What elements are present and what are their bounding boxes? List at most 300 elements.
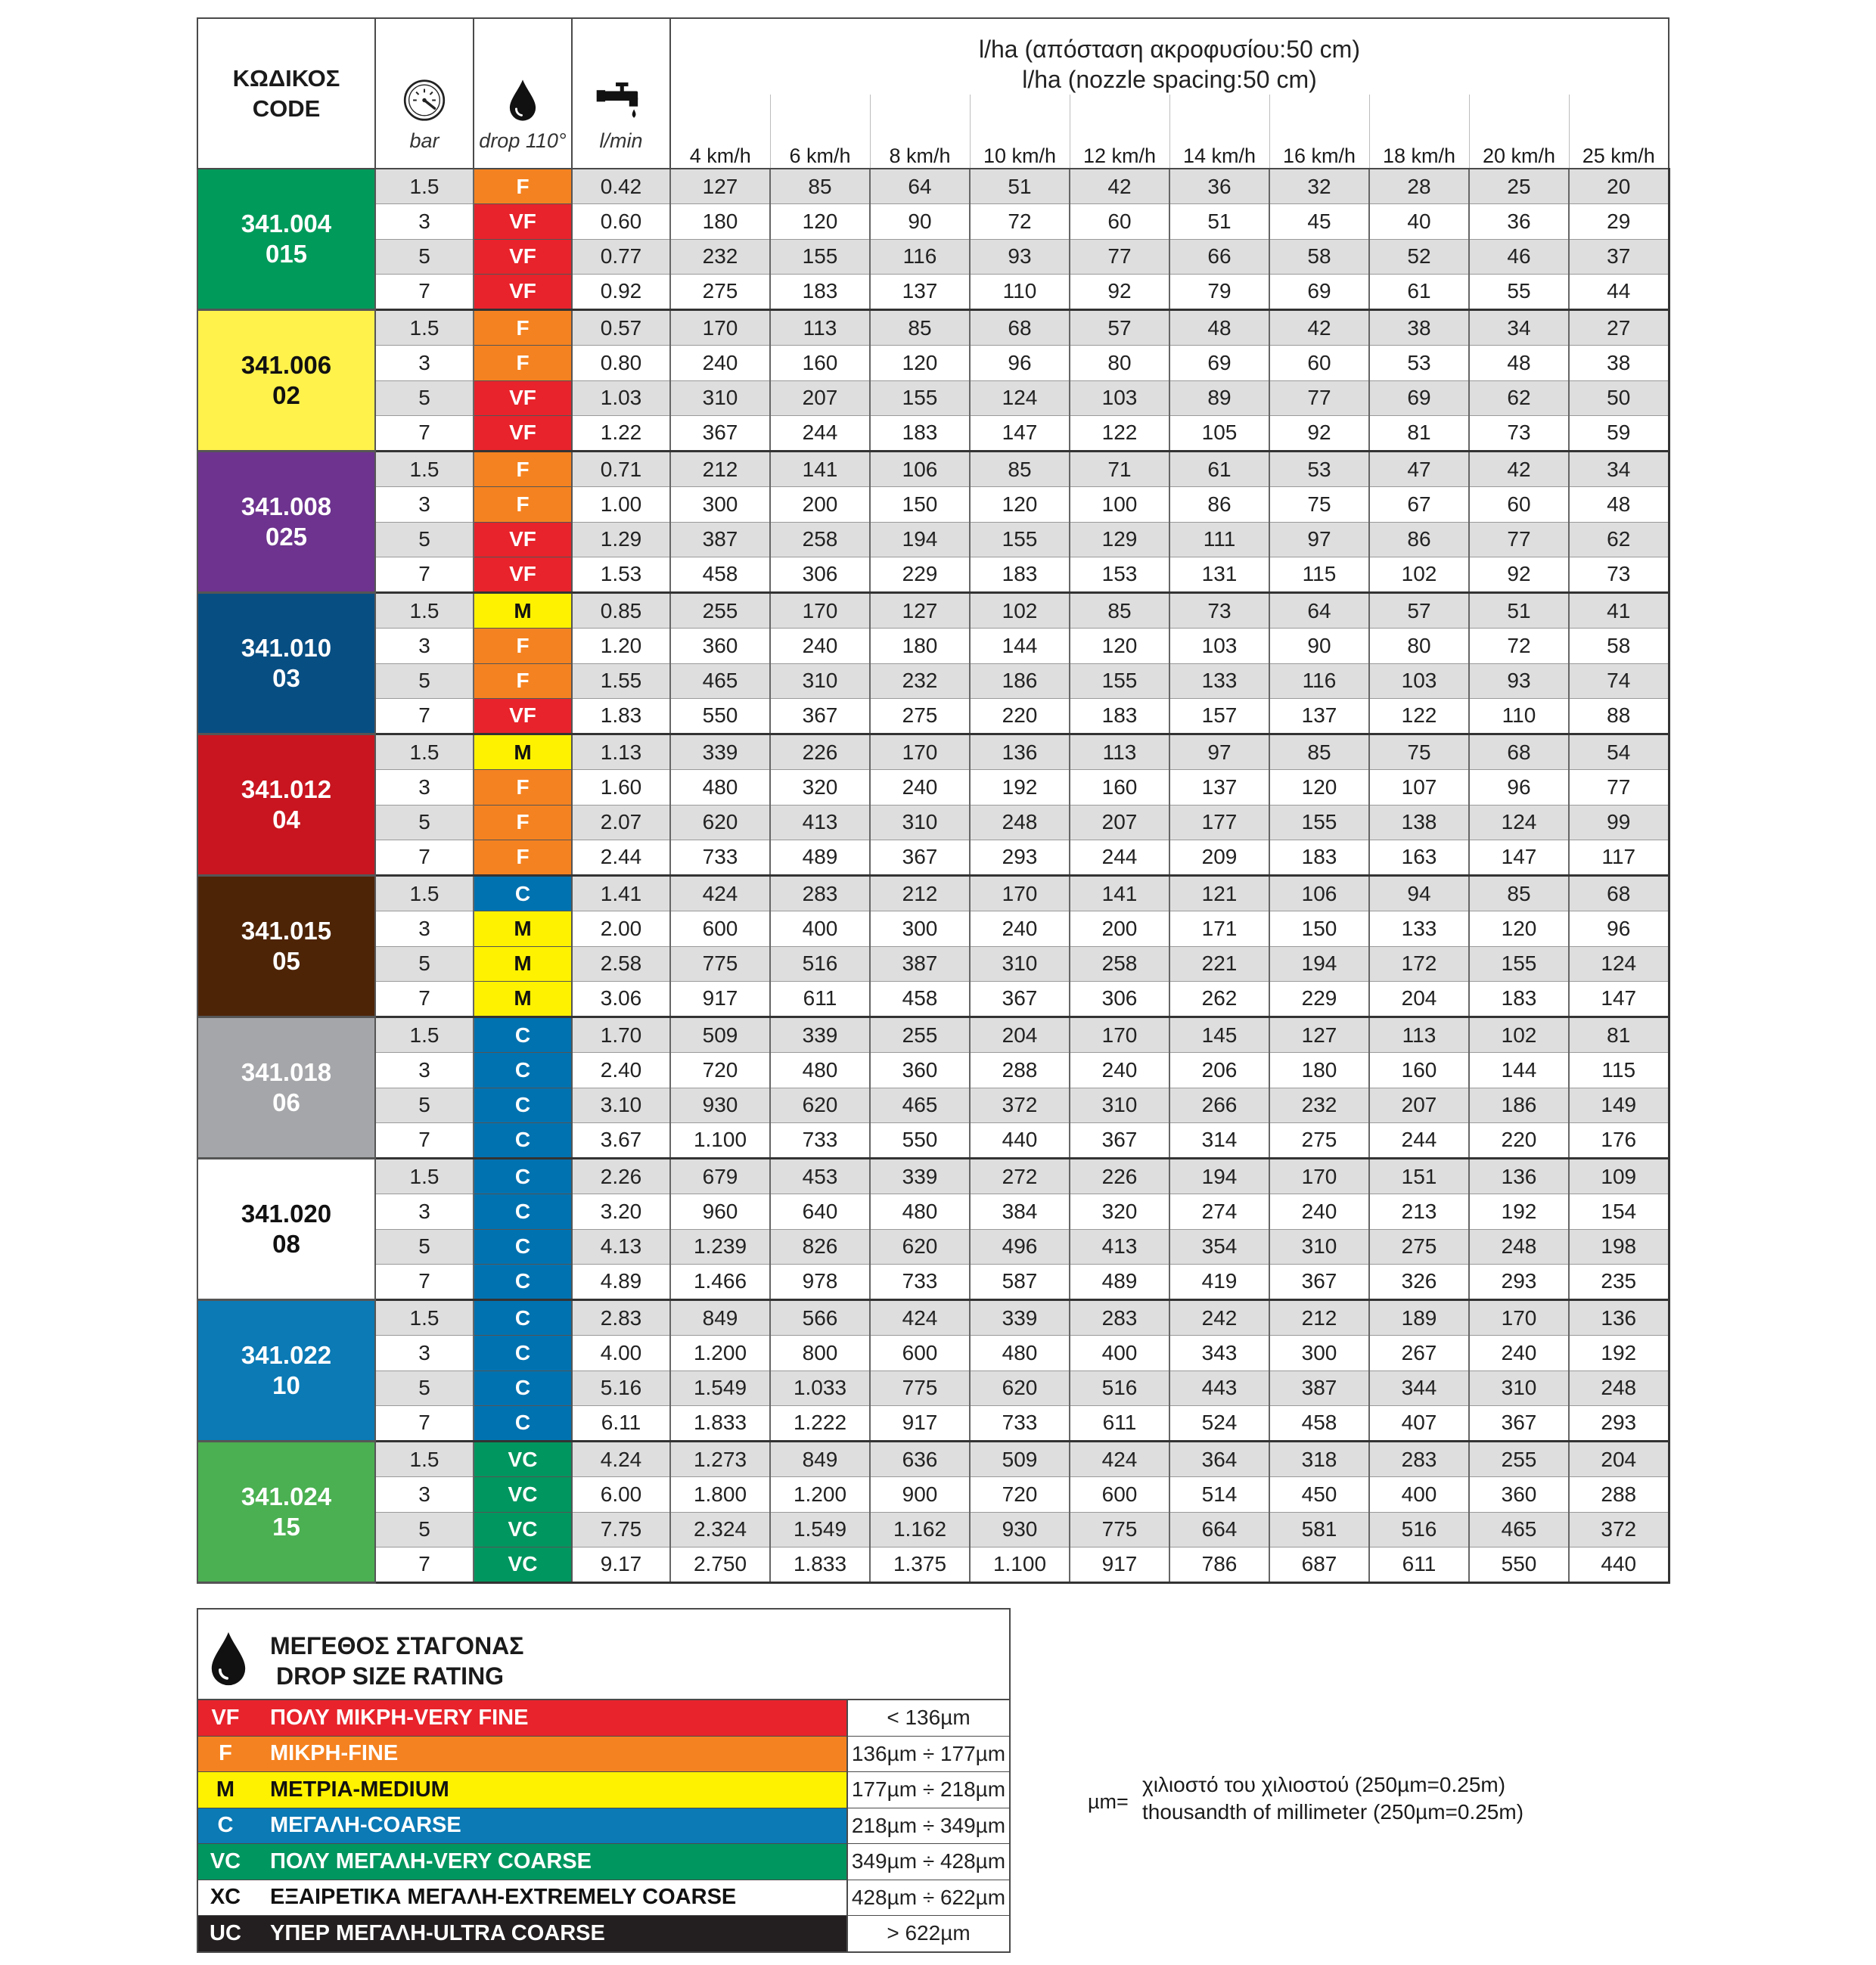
rate-value: 800 <box>770 1336 870 1371</box>
table-row <box>197 274 1669 309</box>
drop-size-badge: VF <box>474 415 572 451</box>
drop-size-badge: VF <box>474 698 572 734</box>
pressure-value: 1.5 <box>375 876 474 911</box>
rate-value: 160 <box>1369 1053 1469 1088</box>
table-row <box>197 1229 1669 1264</box>
pressure-value: 5 <box>375 1371 474 1405</box>
rate-value: 636 <box>870 1442 970 1477</box>
nozzle-size: 04 <box>272 806 300 833</box>
rate-value: 67 <box>1369 487 1469 522</box>
rate-value: 52 <box>1369 239 1469 274</box>
rate-value: 73 <box>1169 593 1269 629</box>
code-header-english: CODE <box>252 95 321 122</box>
drop-size-badge: F <box>474 346 572 380</box>
rate-value: 255 <box>1469 1442 1569 1477</box>
pressure-value: 1.5 <box>375 1017 474 1053</box>
table-row <box>197 1159 1669 1194</box>
rate-value: 275 <box>870 698 970 734</box>
rate-value: 387 <box>1269 1371 1369 1405</box>
rate-value: 147 <box>1469 840 1569 875</box>
rate-value: 310 <box>770 663 870 698</box>
rate-value: 58 <box>1569 629 1669 663</box>
rate-value: 137 <box>1269 698 1369 734</box>
rate-value: 47 <box>1369 452 1469 487</box>
drop-size-badge: VC <box>474 1477 572 1512</box>
drop-size-badge: F <box>474 840 572 875</box>
rate-value: 600 <box>670 911 770 946</box>
rate-value: 1.033 <box>770 1371 870 1405</box>
rate-value: 155 <box>770 239 870 274</box>
rate-value: 232 <box>1269 1088 1369 1122</box>
rate-value: 372 <box>970 1088 1070 1122</box>
legend-name: ΠΟΛΥ ΜΙΚΡΗ-VERY FINE <box>270 1705 529 1730</box>
rate-value: 55 <box>1469 274 1569 309</box>
drop-size-badge: F <box>474 629 572 663</box>
rate-value: 75 <box>1369 734 1469 770</box>
rate-value: 180 <box>1269 1053 1369 1088</box>
rate-value: 221 <box>1169 946 1269 981</box>
rate-value: 600 <box>1070 1477 1169 1512</box>
table-row <box>197 1088 1669 1122</box>
rate-value: 40 <box>1369 204 1469 239</box>
rate-value: 60 <box>1269 346 1369 380</box>
pressure-value: 1.5 <box>375 1300 474 1336</box>
flow-value: 2.00 <box>572 911 670 946</box>
flow-value: 0.85 <box>572 593 670 629</box>
nozzle-size: 10 <box>272 1371 300 1399</box>
flow-value: 2.83 <box>572 1300 670 1336</box>
rate-value: 326 <box>1369 1264 1469 1299</box>
rate-value: 443 <box>1169 1371 1269 1405</box>
table-row <box>197 946 1669 981</box>
rate-value: 121 <box>1169 876 1269 911</box>
pressure-value: 1.5 <box>375 1442 474 1477</box>
rate-value: 384 <box>970 1194 1070 1229</box>
rate-value: 153 <box>1070 557 1169 592</box>
nozzle-code-cell <box>197 1442 375 1583</box>
rate-value: 775 <box>870 1371 970 1405</box>
pressure-value: 5 <box>375 663 474 698</box>
rate-value: 37 <box>1569 239 1669 274</box>
table-row <box>197 911 1669 946</box>
rate-value: 235 <box>1569 1264 1669 1299</box>
rate-value: 163 <box>1369 840 1469 875</box>
rate-value: 160 <box>1070 770 1169 805</box>
legend-row <box>198 1880 1009 1916</box>
rate-value: 240 <box>770 629 870 663</box>
drop-size-badge: C <box>474 1194 572 1229</box>
pressure-value: 7 <box>375 1405 474 1441</box>
rate-value: 81 <box>1569 1017 1669 1053</box>
rate-value: 51 <box>1469 593 1569 629</box>
rate-value: 849 <box>770 1442 870 1477</box>
rate-value: 293 <box>1469 1264 1569 1299</box>
rate-value: 116 <box>870 239 970 274</box>
rate-value: 107 <box>1369 770 1469 805</box>
pressure-value: 1.5 <box>375 734 474 770</box>
rate-value: 320 <box>1070 1194 1169 1229</box>
nozzle-code: 341.006 <box>241 351 332 379</box>
table-row <box>197 734 1669 770</box>
rate-value: 204 <box>1369 981 1469 1017</box>
rate-value: 229 <box>870 557 970 592</box>
rate-value: 413 <box>770 805 870 840</box>
flow-value: 5.16 <box>572 1371 670 1405</box>
nozzle-size: 08 <box>272 1230 300 1258</box>
drop-size-badge: M <box>474 593 572 629</box>
rate-value: 88 <box>1569 698 1669 734</box>
nozzle-code-cell <box>197 1017 375 1159</box>
rate-value: 775 <box>1070 1512 1169 1547</box>
nozzle-size: 15 <box>272 1513 300 1541</box>
rate-value: 465 <box>670 663 770 698</box>
rate-value: 170 <box>970 876 1070 911</box>
drop-size-badge: C <box>474 876 572 911</box>
drop-size-badge: C <box>474 1159 572 1194</box>
flow-value: 0.77 <box>572 239 670 274</box>
rate-value: 611 <box>1369 1547 1469 1582</box>
rate-value: 127 <box>870 593 970 629</box>
rate-value: 978 <box>770 1264 870 1299</box>
rate-value: 1.549 <box>670 1371 770 1405</box>
rate-value: 283 <box>770 876 870 911</box>
pressure-gauge-icon <box>393 79 456 122</box>
pressure-value: 3 <box>375 1477 474 1512</box>
rate-value: 509 <box>970 1442 1070 1477</box>
rate-value: 611 <box>1070 1405 1169 1441</box>
rate-value: 42 <box>1469 452 1569 487</box>
legend-abbreviation: XC <box>210 1885 241 1910</box>
rate-value: 120 <box>870 346 970 380</box>
rate-value: 145 <box>1169 1017 1269 1053</box>
rate-value: 62 <box>1469 380 1569 415</box>
rate-value: 176 <box>1569 1122 1669 1158</box>
rate-value: 36 <box>1169 169 1269 204</box>
rate-value: 212 <box>670 452 770 487</box>
rate-value: 53 <box>1369 346 1469 380</box>
rate-value: 170 <box>870 734 970 770</box>
micrometer-definition-greek: χιλιοστό του χιλιοστού (250µm=0.25m) <box>1142 1773 1506 1796</box>
rate-value: 611 <box>770 981 870 1017</box>
rate-value: 283 <box>1369 1442 1469 1477</box>
rate-value: 424 <box>670 876 770 911</box>
rate-value: 240 <box>1070 1053 1169 1088</box>
rate-value: 367 <box>1469 1405 1569 1441</box>
rate-value: 344 <box>1369 1371 1469 1405</box>
rate-value: 267 <box>1369 1336 1469 1371</box>
pressure-value: 5 <box>375 239 474 274</box>
table-row <box>197 876 1669 911</box>
rate-value: 248 <box>1469 1229 1569 1264</box>
pressure-value: 5 <box>375 946 474 981</box>
rate-value: 103 <box>1369 663 1469 698</box>
legend-abbreviation: C <box>217 1813 234 1838</box>
drop-size-badge: C <box>474 1088 572 1122</box>
rate-value: 194 <box>1269 946 1369 981</box>
speed-header: 10 km/h <box>970 95 1070 169</box>
rate-value: 144 <box>970 629 1070 663</box>
rate-value: 550 <box>1469 1547 1569 1582</box>
rate-value: 113 <box>1070 734 1169 770</box>
rate-value: 155 <box>970 522 1070 557</box>
legend-range: 428µm ÷ 622µm <box>846 1880 1009 1916</box>
nozzle-size: 03 <box>272 664 300 692</box>
rate-value: 170 <box>770 593 870 629</box>
rate-value: 28 <box>1369 169 1469 204</box>
rate-value: 51 <box>970 169 1070 204</box>
speed-header: 25 km/h <box>1569 95 1669 169</box>
pressure-value: 3 <box>375 487 474 522</box>
rate-value: 120 <box>1269 770 1369 805</box>
pressure-value: 5 <box>375 1512 474 1547</box>
rate-value: 25 <box>1469 169 1569 204</box>
flow-value: 1.22 <box>572 415 670 451</box>
rate-value: 283 <box>1070 1300 1169 1336</box>
rate-value: 360 <box>1469 1477 1569 1512</box>
rate-value: 46 <box>1469 239 1569 274</box>
water-drop-icon <box>207 1631 250 1687</box>
table-row <box>197 204 1669 239</box>
pressure-value: 3 <box>375 1336 474 1371</box>
rate-value: 103 <box>1169 629 1269 663</box>
drop-size-badge: M <box>474 981 572 1017</box>
rate-value: 226 <box>1070 1159 1169 1194</box>
rate-value: 620 <box>670 805 770 840</box>
rate-value: 1.273 <box>670 1442 770 1477</box>
rate-value: 960 <box>670 1194 770 1229</box>
rate-value: 102 <box>1469 1017 1569 1053</box>
rate-value: 244 <box>1070 840 1169 875</box>
rate-value: 419 <box>1169 1264 1269 1299</box>
flow-value: 0.57 <box>572 310 670 346</box>
pressure-value: 5 <box>375 805 474 840</box>
table-row <box>197 629 1669 663</box>
rate-value: 131 <box>1169 557 1269 592</box>
rate-value: 255 <box>670 593 770 629</box>
rate-value: 244 <box>1369 1122 1469 1158</box>
rate-value: 339 <box>970 1300 1070 1336</box>
pressure-value: 7 <box>375 1264 474 1299</box>
rate-value: 72 <box>1469 629 1569 663</box>
rate-value: 170 <box>1469 1300 1569 1336</box>
nozzle-size: 05 <box>272 947 300 975</box>
rate-value: 69 <box>1369 380 1469 415</box>
rate-value: 209 <box>1169 840 1269 875</box>
rate-value: 244 <box>770 415 870 451</box>
rate-value: 90 <box>1269 629 1369 663</box>
drop-size-badge: C <box>474 1122 572 1158</box>
legend-range: 177µm ÷ 218µm <box>846 1772 1009 1808</box>
nozzle-code: 341.020 <box>241 1200 332 1228</box>
pressure-value: 1.5 <box>375 452 474 487</box>
legend-abbreviation: F <box>219 1741 232 1766</box>
rate-value: 42 <box>1269 310 1369 346</box>
rate-value: 138 <box>1369 805 1469 840</box>
nozzle-code: 341.018 <box>241 1058 332 1086</box>
legend-name: ΜΕΓΑΛΗ-COARSE <box>270 1813 461 1838</box>
drop-size-badge: VC <box>474 1547 572 1582</box>
rate-value: 120 <box>770 204 870 239</box>
table-row <box>197 1300 1669 1336</box>
application-rate-header <box>670 18 1669 95</box>
rate-value: 204 <box>970 1017 1070 1053</box>
pressure-value: 7 <box>375 981 474 1017</box>
rate-value: 275 <box>1269 1122 1369 1158</box>
pressure-value: 3 <box>375 1194 474 1229</box>
rate-value: 1.200 <box>670 1336 770 1371</box>
rate-value: 424 <box>1070 1442 1169 1477</box>
rate-value: 440 <box>1569 1547 1669 1582</box>
nozzle-code: 341.015 <box>241 917 332 945</box>
rate-value: 124 <box>1569 946 1669 981</box>
rate-value: 80 <box>1070 346 1169 380</box>
flow-value: 1.41 <box>572 876 670 911</box>
rate-title-greek: l/ha (απόσταση ακροφυσίου:50 cm) <box>979 36 1360 63</box>
pressure-value: 1.5 <box>375 1159 474 1194</box>
nozzle-code: 341.008 <box>241 492 332 520</box>
speed-header: 14 km/h <box>1169 95 1269 169</box>
legend-abbreviation: VF <box>211 1705 240 1730</box>
drop-size-badge: VF <box>474 557 572 592</box>
rate-value: 155 <box>1269 805 1369 840</box>
rate-value: 103 <box>1070 380 1169 415</box>
rate-value: 147 <box>970 415 1070 451</box>
rate-value: 720 <box>670 1053 770 1088</box>
table-row <box>197 557 1669 592</box>
rate-value: 120 <box>1070 629 1169 663</box>
flow-value: 2.40 <box>572 1053 670 1088</box>
nozzle-size: 02 <box>272 381 300 409</box>
pressure-value: 1.5 <box>375 593 474 629</box>
rate-value: 275 <box>670 274 770 309</box>
rate-value: 48 <box>1469 346 1569 380</box>
rate-value: 275 <box>1369 1229 1469 1264</box>
drop-size-badge: VF <box>474 204 572 239</box>
rate-value: 68 <box>1469 734 1569 770</box>
rate-value: 110 <box>970 274 1070 309</box>
table-row <box>197 1547 1669 1582</box>
flow-value: 1.00 <box>572 487 670 522</box>
rate-value: 160 <box>770 346 870 380</box>
speed-header: 20 km/h <box>1469 95 1569 169</box>
rate-value: 364 <box>1169 1442 1269 1477</box>
rate-value: 111 <box>1169 522 1269 557</box>
rate-value: 183 <box>770 274 870 309</box>
speed-header: 8 km/h <box>870 95 970 169</box>
rate-value: 53 <box>1269 452 1369 487</box>
legend-color-band <box>198 1844 846 1880</box>
rate-value: 170 <box>1070 1017 1169 1053</box>
table-row <box>197 663 1669 698</box>
drop-size-badge: F <box>474 770 572 805</box>
rate-value: 68 <box>970 310 1070 346</box>
rate-value: 465 <box>1469 1512 1569 1547</box>
rate-value: 150 <box>1269 911 1369 946</box>
rate-value: 400 <box>1070 1336 1169 1371</box>
rate-value: 272 <box>970 1159 1070 1194</box>
rate-value: 170 <box>670 310 770 346</box>
drop-header <box>474 18 572 169</box>
rate-value: 102 <box>970 593 1070 629</box>
flow-header <box>572 18 670 169</box>
legend-title-english: DROP SIZE RATING <box>276 1662 505 1690</box>
rate-value: 42 <box>1070 169 1169 204</box>
rate-value: 310 <box>1469 1371 1569 1405</box>
rate-value: 113 <box>770 310 870 346</box>
rate-value: 183 <box>1269 840 1369 875</box>
pressure-value: 7 <box>375 840 474 875</box>
rate-value: 300 <box>670 487 770 522</box>
rate-value: 129 <box>1070 522 1169 557</box>
rate-value: 194 <box>1169 1159 1269 1194</box>
rate-value: 115 <box>1569 1053 1669 1088</box>
rate-value: 1.200 <box>770 1477 870 1512</box>
nozzle-code: 341.024 <box>241 1482 332 1510</box>
legend-name: ΠΟΛΥ ΜΕΓΑΛΗ-VERY COARSE <box>270 1849 592 1873</box>
rate-value: 293 <box>1569 1405 1669 1441</box>
rate-value: 85 <box>1070 593 1169 629</box>
rate-value: 232 <box>870 663 970 698</box>
drop-size-badge: VF <box>474 274 572 309</box>
drop-size-badge: C <box>474 1405 572 1441</box>
legend-range: 136µm ÷ 177µm <box>846 1737 1009 1772</box>
rate-value: 38 <box>1569 346 1669 380</box>
flow-value: 6.11 <box>572 1405 670 1441</box>
rate-value: 240 <box>1469 1336 1569 1371</box>
rate-value: 509 <box>670 1017 770 1053</box>
rate-value: 48 <box>1169 310 1269 346</box>
rate-value: 288 <box>1569 1477 1669 1512</box>
legend-name: ΥΠΕΡ ΜΕΓΑΛΗ-ULTRA COARSE <box>270 1920 605 1945</box>
rate-value: 2.324 <box>670 1512 770 1547</box>
rate-value: 240 <box>870 770 970 805</box>
nozzle-code-cell <box>197 1159 375 1300</box>
flow-value: 1.83 <box>572 698 670 734</box>
rate-value: 57 <box>1070 310 1169 346</box>
drop-size-badge: F <box>474 487 572 522</box>
rate-value: 400 <box>770 911 870 946</box>
rate-value: 61 <box>1369 274 1469 309</box>
drop-size-legend <box>197 1608 1011 1953</box>
rate-value: 94 <box>1369 876 1469 911</box>
rate-value: 480 <box>870 1194 970 1229</box>
legend-row <box>198 1915 1009 1951</box>
rate-value: 68 <box>1569 876 1669 911</box>
rate-value: 1.100 <box>970 1547 1070 1582</box>
rate-value: 367 <box>1070 1122 1169 1158</box>
pressure-label: bar <box>409 129 439 152</box>
rate-value: 387 <box>670 522 770 557</box>
rate-value: 192 <box>1469 1194 1569 1229</box>
table-row <box>197 698 1669 734</box>
rate-value: 775 <box>670 946 770 981</box>
table-row <box>197 346 1669 380</box>
legend-color-band <box>198 1880 846 1916</box>
rate-value: 514 <box>1169 1477 1269 1512</box>
rate-value: 1.466 <box>670 1264 770 1299</box>
table-row <box>197 840 1669 875</box>
rate-value: 489 <box>770 840 870 875</box>
nozzle-code-cell <box>197 310 375 452</box>
rate-value: 77 <box>1569 770 1669 805</box>
flow-value: 3.67 <box>572 1122 670 1158</box>
flow-value: 9.17 <box>572 1547 670 1582</box>
rate-value: 136 <box>1569 1300 1669 1336</box>
rate-value: 72 <box>970 204 1070 239</box>
rate-value: 127 <box>1269 1017 1369 1053</box>
rate-value: 255 <box>870 1017 970 1053</box>
rate-value: 343 <box>1169 1336 1269 1371</box>
